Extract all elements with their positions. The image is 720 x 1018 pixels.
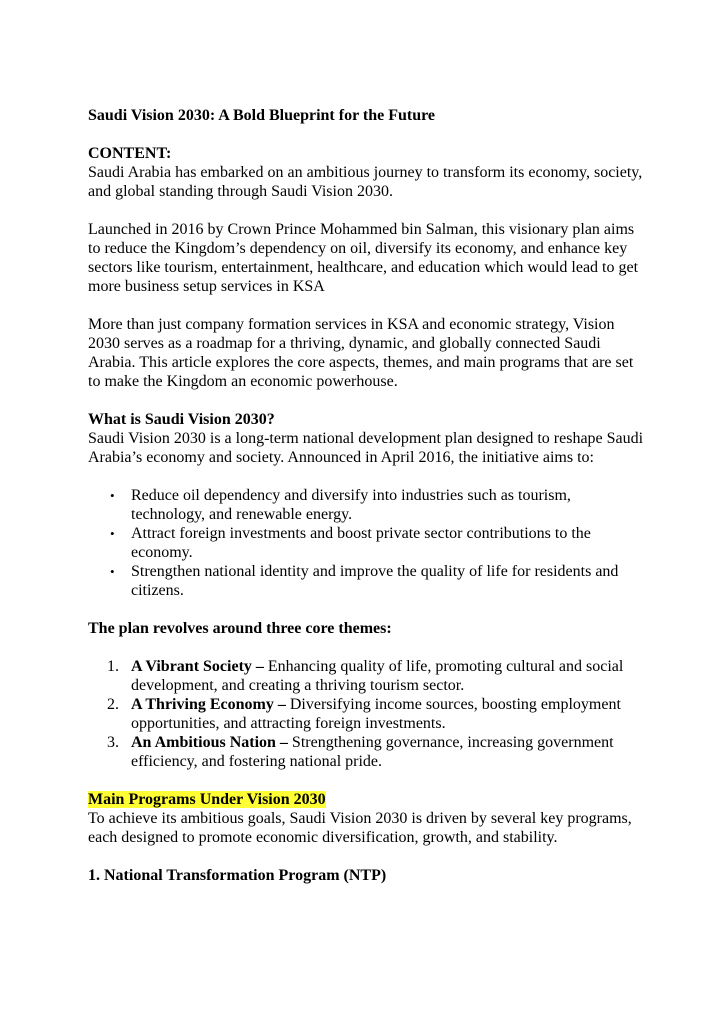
bullet-icon: • — [110, 564, 115, 579]
list-item — [88, 562, 648, 600]
list-number: 1. — [107, 658, 119, 675]
content-heading: CONTENT: — [88, 145, 172, 162]
list-item — [88, 695, 648, 733]
themes-list — [88, 657, 648, 771]
document-title: Saudi Vision 2030: A Bold Blueprint for the Future — [88, 107, 436, 124]
roadmap-paragraph: More than just company formation services in KSA and economic strategy, Vision 2030 serves as a roadmap for a thriving, dynamic, and globally connected Saudi Arabia. This article explores the core aspects, themes, and main programs that are set to make the Kingdom an economic powerhouse. — [88, 316, 634, 390]
what-paragraph: Saudi Vision 2030 is a long-term national development plan designed to reshape Saudi Arabia’s economy and society. Announced in April 2016, the initiative aims to: — [88, 430, 644, 466]
theme-term: A Thriving Economy – — [131, 696, 286, 713]
bullet-icon: • — [110, 526, 115, 541]
what-section — [88, 410, 648, 467]
intro-paragraph: Saudi Arabia has embarked on an ambitious journey to transform its economy, society, and global standing through Saudi Vision 2030. — [88, 164, 643, 200]
list-number: 3. — [107, 734, 119, 751]
launch-paragraph: Launched in 2016 by Crown Prince Mohammed bin Salman, this visionary plan aims to reduce the Kingdom’s dependency on oil, diversify its economy, and enhance key sectors like tourism, entertainment, healthcare, and education which would lead to get more business setup services in KSA — [88, 221, 639, 295]
aims-list — [88, 486, 648, 600]
theme-description: Enhancing quality of life, promoting cultural and social development, and creating a thriving tourism sector. — [131, 658, 624, 694]
programs-heading-line — [88, 790, 648, 809]
programs-paragraph: To achieve its ambitious goals, Saudi Vision 2030 is driven by several key programs, each designed to promote economic diversification, growth, and stability. — [88, 810, 632, 846]
list-item — [88, 657, 648, 695]
theme-description: Diversifying income sources, boosting employment opportunities, and attracting foreign investments. — [131, 696, 621, 732]
list-item — [88, 524, 648, 562]
list-number: 2. — [107, 696, 119, 713]
programs-heading: Main Programs Under Vision 2030 — [88, 791, 326, 808]
theme-description: Strengthening governance, increasing government efficiency, and fostering national pride. — [131, 734, 614, 770]
list-item — [88, 733, 648, 771]
bullet-icon: • — [110, 488, 115, 503]
aim-text: Reduce oil dependency and diversify into industries such as tourism, technology, and renewable energy. — [131, 487, 571, 523]
themes-heading: The plan revolves around three core themes: — [88, 620, 392, 637]
ntp-heading: 1. National Transformation Program (NTP) — [88, 867, 387, 884]
theme-term: An Ambitious Nation – — [131, 734, 288, 751]
aim-text: Attract foreign investments and boost private sector contributions to the economy. — [131, 525, 591, 561]
what-heading: What is Saudi Vision 2030? — [88, 411, 275, 428]
aim-text: Strengthen national identity and improve the quality of life for residents and citizens. — [131, 563, 619, 599]
programs-section — [88, 790, 648, 847]
list-item — [88, 486, 648, 524]
document-page — [88, 106, 648, 885]
content-section — [88, 144, 648, 201]
theme-term: A Vibrant Society – — [131, 658, 264, 675]
